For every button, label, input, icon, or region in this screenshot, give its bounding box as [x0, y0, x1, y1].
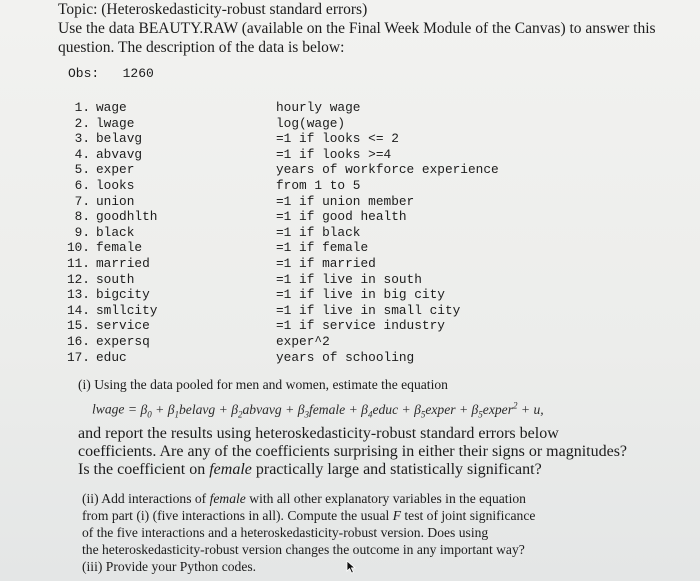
variable-number: 6. — [74, 177, 90, 193]
topic-title: Topic: (Heteroskedasticity-robust standard errors) — [58, 1, 368, 18]
question-3: (iii) Provide your Python codes. — [82, 559, 257, 574]
variable-row — [66, 334, 526, 350]
variable-description: from 1 to 5 — [276, 177, 361, 193]
equation-term: + u, — [517, 401, 544, 417]
variable-description: =1 if live in big city — [276, 287, 445, 303]
variable-row — [66, 131, 526, 147]
header — [58, 0, 688, 57]
equation-term: 3 — [304, 409, 309, 420]
variable-description: years of schooling — [276, 349, 415, 365]
variable-row — [66, 116, 526, 132]
variable-description: years of workforce experience — [276, 162, 499, 178]
variable-row — [66, 225, 526, 241]
variable-number: 17. — [66, 349, 90, 365]
equation-term: 2 — [513, 400, 518, 410]
variable-name: black — [96, 224, 135, 240]
variable-row — [66, 256, 526, 272]
equation-term: 1 — [174, 409, 179, 420]
equation-term: educ + β — [372, 401, 421, 417]
equation-term: 0 — [147, 409, 152, 420]
equation-lhs: lwage = — [92, 401, 141, 417]
question-1-intro-text: (i) Using the data pooled for men and women, estimate the equation — [78, 377, 448, 392]
obs-line — [68, 66, 154, 81]
variable-number: 5. — [74, 162, 90, 178]
variable-description: =1 if looks >=4 — [276, 146, 392, 162]
variable-name: expersq — [96, 333, 150, 349]
variable-row — [66, 272, 526, 288]
variable-number: 16. — [66, 333, 90, 349]
equation-term: female + β — [308, 401, 368, 417]
question-2-line-2-em: F — [392, 508, 401, 523]
equation-term: exper + β — [425, 401, 479, 417]
variable-row — [66, 287, 526, 303]
variable-number: 13. — [66, 287, 90, 303]
variable-name: smllcity — [96, 302, 158, 318]
variable-name: married — [96, 255, 150, 271]
question-2 — [82, 490, 692, 575]
variable-row — [66, 147, 526, 163]
question-1-line-3-em: female — [209, 461, 252, 478]
variable-name: educ — [96, 349, 127, 365]
question-2-line-3: of the five interactions and a heteroskedasticity-robust version. Does using — [82, 525, 489, 540]
variable-number: 14. — [66, 302, 90, 318]
obs-value: 1260 — [122, 66, 154, 81]
variable-description: log(wage) — [276, 115, 346, 131]
question-1-line-3-post: practically large and statistically significant? — [251, 461, 542, 478]
question-2-line-4: the heteroskedasticity-robust version changes the outcome in any important way? — [82, 542, 525, 557]
question-2-line-2-post: test of joint significance — [401, 508, 536, 523]
variable-description: =1 if married — [276, 255, 376, 271]
variable-description: =1 if female — [276, 240, 369, 256]
variable-number: 10. — [66, 240, 90, 256]
instructions-line-2: question. The description of the data is below: — [58, 39, 345, 56]
variable-row — [66, 350, 526, 366]
equation-term: β — [140, 401, 148, 417]
variable-number: 1. — [74, 100, 90, 115]
variable-name: south — [96, 271, 135, 287]
question-2-line-1-em: female — [209, 491, 246, 506]
variable-description: =1 if service industry — [276, 318, 445, 334]
variable-description: =1 if live in small city — [276, 302, 461, 318]
variable-row — [66, 162, 526, 178]
variable-number: 8. — [74, 209, 90, 225]
instructions-line-1: Use the data BEAUTY.RAW (available on the Final Week Module of the Canvas) to answer this — [58, 20, 656, 37]
variable-number: 12. — [66, 271, 90, 287]
variable-description: =1 if black — [276, 224, 361, 240]
equation-term: + β — [151, 401, 175, 417]
variable-row — [66, 100, 526, 116]
variable-row — [66, 318, 526, 334]
question-1-body — [78, 425, 627, 479]
variable-number: 15. — [66, 318, 90, 334]
variable-name: abvavg — [96, 146, 143, 162]
variable-number: 11. — [66, 255, 90, 271]
variable-row — [66, 240, 526, 256]
variable-description: exper^2 — [276, 333, 330, 349]
variable-row — [66, 178, 526, 194]
equation-term: 4 — [367, 409, 373, 420]
variable-number: 2. — [74, 115, 90, 131]
variable-number: 9. — [74, 224, 90, 240]
variable-name: goodhlth — [96, 209, 158, 225]
equation-term: 2 — [237, 409, 243, 420]
variable-name: wage — [96, 100, 127, 115]
variable-name: lwage — [96, 115, 135, 131]
mouse-cursor-icon — [346, 560, 358, 574]
question-2-line-2 — [82, 507, 692, 524]
variable-description: =1 if looks <= 2 — [276, 131, 399, 147]
question-1-line-3 — [78, 461, 627, 479]
question-2-line-2-pre: from part (i) (five interactions in all). Compute the usual — [82, 508, 393, 523]
question-1-line-3-pre: Is the coefficient on — [78, 461, 210, 478]
variable-name: exper — [96, 162, 135, 178]
regression-equation — [92, 400, 544, 419]
variable-name: female — [96, 240, 143, 256]
variable-description: =1 if union member — [276, 193, 415, 209]
question-1-intro — [78, 376, 688, 393]
variable-name: service — [96, 318, 150, 334]
variable-list — [66, 100, 526, 365]
variable-description: =1 if good health — [276, 209, 407, 225]
variable-description: hourly wage — [276, 100, 361, 115]
equation-rhs — [140, 400, 544, 420]
variable-row — [66, 303, 526, 319]
question-1-line-2: coefficients. Are any of the coefficients surprising in either their signs or magnitudes? — [78, 443, 628, 460]
obs-label: Obs: — [68, 66, 100, 81]
variable-name: looks — [96, 177, 135, 193]
variable-number: 3. — [74, 131, 90, 147]
equation-term: belavg + β — [178, 401, 238, 417]
variable-row — [66, 209, 526, 225]
question-2-line-1 — [82, 490, 692, 507]
variable-name: belavg — [96, 131, 143, 147]
question-2-line-1-post: with all other explanatory variables in the equation — [245, 491, 526, 506]
equation-term: exper — [482, 401, 513, 417]
variable-row — [66, 194, 526, 210]
variable-name: bigcity — [96, 287, 150, 303]
question-2-line-1-pre: (ii) Add interactions of — [82, 491, 210, 506]
variable-description: =1 if live in south — [276, 271, 422, 287]
equation-term: 5 — [420, 409, 426, 420]
equation-term: 5 — [478, 409, 483, 420]
variable-name: union — [96, 193, 135, 209]
variable-number: 7. — [74, 193, 90, 209]
variable-number: 4. — [74, 146, 90, 162]
question-1-line-1: and report the results using heteroskedasticity-robust standard errors below — [78, 425, 559, 442]
equation-term: abvavg + β — [242, 401, 305, 417]
